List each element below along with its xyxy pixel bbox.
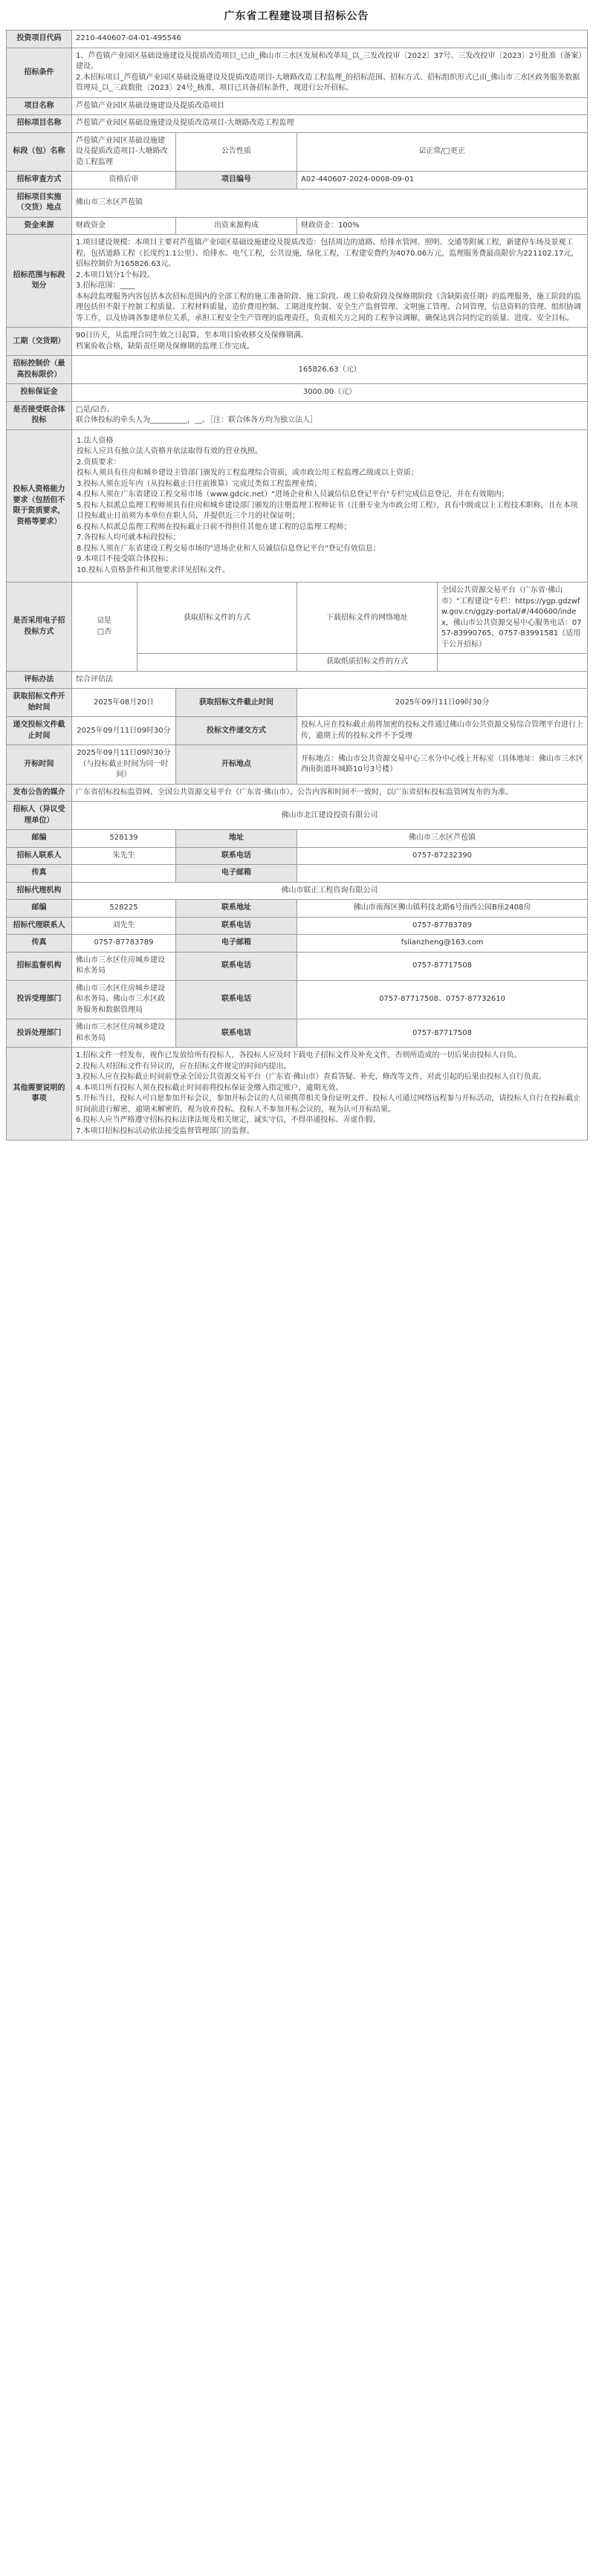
- row-submit: [7, 717, 588, 745]
- row-section: [7, 132, 588, 172]
- label-funding-detail: 出资来源构成: [176, 217, 297, 235]
- value-sale-start: 2025年08月20日: [72, 689, 176, 717]
- page-title: 广东省工程建设项目招标公告: [224, 10, 369, 22]
- row-sale-times: [7, 689, 588, 717]
- label-agency-address: 联系地址: [176, 900, 297, 918]
- value-scope: 1.项目建设规模：本项目主要对芦苞镇产业园区基础设施建设及提质改造：包括周边的道路、给排水管网、照明、交通等附属工程，新建停车场及景观工程，包括道路工程（长度约1.1公里）、给排水、电气工程，公共设施，绿化工程，工程建安费约为4070.06万元，监理服务费最高限价为221102.17元，招标控制价为165826.63元。 2.本项目划分1个标段。 3.招标范围：____ 本标段监理服务内容包括本次招标范围内的全部工程的施工准备阶段、施工阶段、竣工验收阶段及保修期阶段（含缺陷责任期）的监理服务，施工阶段的监理包括但不限于控制工程质量、工程材料质量，造价费用控制、工期进度控制、安全生产监督管理、文明施工管理、合同管理，信息资料的管理、组织协调等工作，以及协调各参建单位关系，承担工程安全生产管理的监理责任，负责相关方之间的工程争议调解，确保达到合同约定的质量、进度、安全目标。: [72, 235, 588, 328]
- row-agency: [7, 882, 588, 900]
- value-section-nature: ☑正常/□更正: [297, 132, 588, 172]
- row-other: [7, 1019, 588, 1048]
- label-project-code: 投资项目代码: [7, 30, 72, 48]
- value-supervisor-phone: 0757-87717508: [297, 952, 588, 980]
- row-notes: [7, 1048, 588, 1141]
- label-supervisor-phone: 联系电话: [176, 952, 297, 980]
- value-fax: [72, 865, 176, 883]
- value-notes: 1.招标文件一经发布，视作已发放给所有投标人，各投标人应及时下载电子招标文件及补充文件，否则所造成的一切后果由投标人自负。 2.投标人对招标文件有异议的，应在招标文件规定的时间内提出。 3.投标人应在投标截止时间前登录全国公共资源交易平台（广东省·佛山市）查看答疑、补充，修改等文件，对此引起的后果由投标人自行负责。 4.本项目所有投标人须在投标截止时间前将投标保证金缴入指定账户，逾期无效。 5.开标当日，投标人可自愿参加开标会议，参加开标会议的人员须携带相关身份证明文件。投标人可通过网络远程参与开标活动，请投标人自行在投标截止时间前进行解密，逾期未解密的，视为放弃投标。投标人不参加开标会议的，视为认可开标结果。 6.投标人应当严格遵守招标投标法律法规及相关规定，诚实守信，不得串通投标、弄虚作假。 7.本项目招标投标活动依法接受监督管理部门的监督。: [72, 1048, 588, 1141]
- label-postcode: 邮编: [7, 830, 72, 848]
- label-location: 招标项目实施（交货）地点: [7, 189, 72, 217]
- value-obtain-empty: [137, 654, 297, 672]
- label-submit-deadline: 递交投标文件截止时间: [7, 717, 72, 745]
- value-opening-time: 2025年09月11日09时30分（与投标截止时间为同一时间）: [72, 745, 176, 785]
- label-download-address: 下载招标文件的网络地址: [297, 583, 438, 654]
- value-funding: 财政资金: [72, 217, 176, 235]
- value-phone: 0757-87232390: [297, 847, 588, 865]
- label-complaint-phone: 联系电话: [176, 980, 297, 1019]
- value-agency-email[interactable]: fslianzheng@163.com: [297, 935, 588, 953]
- announcement-page: [0, 0, 593, 1152]
- label-evaluation: 评标办法: [7, 671, 72, 689]
- row-evaluation: [7, 671, 588, 689]
- value-agency-postcode: 528225: [72, 900, 176, 918]
- value-funding-detail: 财政资金：100%: [297, 217, 588, 235]
- row-project-name: [7, 97, 588, 115]
- row-tenderer-address: [7, 830, 588, 848]
- value-other: 佛山市三水区住房城乡建设和水务局: [72, 1019, 176, 1048]
- announcement-table: [6, 30, 588, 1141]
- label-electronic: 是否采用电子招投标方式: [7, 583, 72, 672]
- label-section-nature: 公告性质: [176, 132, 297, 172]
- value-period-cell: [72, 328, 588, 356]
- label-section: 标段（包）名称: [7, 132, 72, 172]
- label-agency-contact: 招标代理联系人: [7, 917, 72, 935]
- value-evaluation: 综合评估法: [72, 671, 588, 689]
- row-location: [7, 189, 588, 217]
- value-deposit: 3000.00（元）: [72, 384, 588, 402]
- label-contact-person: 招标人联系人: [7, 847, 72, 865]
- value-agency-fax: 0757-87783789: [72, 935, 176, 953]
- label-sale-start: 获取招标文件开始时间: [7, 689, 72, 717]
- label-approval: 招标审查方式: [7, 172, 72, 189]
- row-electronic: [7, 583, 588, 654]
- row-deposit: [7, 384, 588, 402]
- value-electronic-options: ☑是 □否: [72, 583, 137, 672]
- label-agency-fax: 传真: [7, 935, 72, 953]
- label-scope: 招标范围与标段划分: [7, 235, 72, 328]
- label-media: 发布公告的媒介: [7, 784, 72, 802]
- value-consortium-note: 联合体投标的牵头人为__________，__。［注：联合体各方均为独立法人］: [76, 416, 317, 425]
- value-email: [297, 865, 588, 883]
- label-tender-conditions: 招标条件: [7, 48, 72, 97]
- row-agency-contact: [7, 917, 588, 935]
- label-agency-phone: 联系电话: [176, 917, 297, 935]
- label-max-price: 招标控制价（最高投标限价）: [7, 356, 72, 384]
- row-agency-fax: [7, 935, 588, 953]
- label-tender-project-name: 招标项目名称: [7, 115, 72, 133]
- label-requirements: 投标人资格能力要求（包括但不限于资质要求，资格等要求）: [7, 429, 72, 583]
- label-address: 地址: [176, 830, 297, 848]
- value-requirements: 1.法人资格 投标人应具有独立法人资格并依法取得有效的营业执照。 2.资质要求： 投标人须具有住房和城乡建设主管部门颁发的工程监理综合资质，或市政公用工程监理乙级或以上资质； 3.投标人须在近年内（从投标截止日往前推算）完成过类似工程监理业绩； 4.投标人须在广东省建设工程交易市场（www.gdcic.net）"进场企业和人员诚信信息登记平台"专栏完成信息登记，并在有效期内； 5.投标人拟派总监理工程师须具有住房和城乡建设部门颁发的注册监理工程师证书（注册专业为市政公用工程），具有中级或以上工程技术职称，且在本项目投标截止日前须为本单位在职人员，并提供近三个月的社保证明； 6.投标人拟派总监理工程师在投标截止日前不得担任其他在建工程的总监理工程师； 7.各投标人均可就本标段投标； 8.投标人须在广东省建设工程交易市场的"进场企业和人员诚信信息登记平台"登记有效信息； 9.本项目不接受联合体投标； 10.投标人资格条件和其他要求详见招标文件。: [72, 429, 588, 583]
- value-complaint-phone: 0757-87717508、0757-87732610: [297, 980, 588, 1019]
- row-funding: [7, 217, 588, 235]
- value-other-phone: 0757-87717508: [297, 1019, 588, 1048]
- value-period-note: 档案验收合格，缺陷责任期及保修期的监理工作完成。: [76, 342, 254, 351]
- label-phone: 联系电话: [176, 847, 297, 865]
- label-opening-location: 开标地点: [176, 745, 297, 785]
- row-agency-address: [7, 900, 588, 918]
- value-section: 芦苞镇产业园区基础设施建设及提质改造项目-大塘路改造工程监理: [72, 132, 176, 172]
- value-agency-phone: 0757-87783789: [297, 917, 588, 935]
- label-deposit: 投标保证金: [7, 384, 72, 402]
- value-obtain-paper: [438, 654, 588, 672]
- label-funding: 资金来源: [7, 217, 72, 235]
- value-consortium-cell: [72, 401, 588, 429]
- label-notes: 其他需要说明的事项: [7, 1048, 72, 1141]
- label-agency-email: 电子邮箱: [176, 935, 297, 953]
- label-email: 电子邮箱: [176, 865, 297, 883]
- label-period: 工期（交货期）: [7, 328, 72, 356]
- row-consortium: [7, 401, 588, 429]
- value-submit-method: 投标人应在投标截止前将加密的投标文件通过佛山市公共资源交易综合管理平台进行上传，逾期上传的投标文件不予受理: [297, 717, 588, 745]
- value-agency: 佛山市联正工程咨询有限公司: [72, 882, 588, 900]
- value-tender-project-name: 芦苞镇产业园区基础设施建设及提质改造项目-大塘路改造工程监理: [72, 115, 588, 133]
- label-tenderer: 招标人（异议受理单位）: [7, 802, 72, 830]
- value-project-code: 2210-440607-04-01-495546: [72, 30, 588, 48]
- label-fax: 传真: [7, 865, 72, 883]
- value-supervisor: 佛山市三水区住房城乡建设和水务局: [72, 952, 176, 980]
- value-approval-type: 资格后审: [72, 172, 176, 189]
- row-tenderer-contact: [7, 847, 588, 865]
- value-postcode: 528139: [72, 830, 176, 848]
- label-opening-time: 开标时间: [7, 745, 72, 785]
- row-approval: [7, 172, 588, 189]
- value-location: 佛山市三水区芦苞镇: [72, 189, 588, 217]
- value-consortium: □是/☑否。: [76, 405, 114, 414]
- value-submit-deadline: 2025年09月11日09时30分: [72, 717, 176, 745]
- label-obtain-paper: 获取纸质招标文件的方式: [297, 654, 438, 672]
- value-agency-contact: 刘先生: [72, 917, 176, 935]
- label-consortium: 是否接受联合体投标: [7, 401, 72, 429]
- row-project-code: [7, 30, 588, 48]
- value-download-address[interactable]: 全国公共资源交易平台（广东省·佛山市）"工程建设"专栏：https://ygp.gdzwfw.gov.cn/ggzy-portal/#/440600/index，佛山市公共资源交易中心服务电话：0757-83990765，0757-83991581（适用于公开招标）: [438, 583, 588, 654]
- value-tender-conditions: 1、芦苞镇产业园区基础设施建设及提质改造项目_已由_佛山市三水区发展和改革局_以_三发改投审〔2022〕37号、三发改投审〔2023〕2号批准（备案）建设。 2.本招标项目_芦苞镇产业园区基础设施建设及提质改造项目-大塘路改造工程监理_的招标范围、招标方式、招标组织形式已由_佛山市三水区政务服务数据管理局_以_三政数批〔2023〕24号_核准，项目已具备招标条件，现进行公开招标。: [72, 48, 588, 97]
- label-other: 投诉处理部门: [7, 1019, 72, 1048]
- value-agency-address: 佛山市南海区狮山镇科技北路6号南西公园B座2408房: [297, 900, 588, 918]
- label-supervisor: 招标监督机构: [7, 952, 72, 980]
- value-max-price: 165826.63（元）: [72, 356, 588, 384]
- row-requirements: [7, 429, 588, 583]
- value-project-name: 芦苞镇产业园区基础设施建设及提质改造项目: [72, 97, 588, 115]
- label-project-number: 项目编号: [176, 172, 297, 189]
- row-tenderer-fax: [7, 865, 588, 883]
- value-contact-person: 朱先生: [72, 847, 176, 865]
- label-agency: 招标代理机构: [7, 882, 72, 900]
- row-complaint: [7, 980, 588, 1019]
- value-tenderer: 佛山市北江建设投资有限公司: [72, 802, 588, 830]
- value-sale-end: 2025年09月11日09时30分: [297, 689, 588, 717]
- label-sale-end: 获取招标文件截止时间: [176, 689, 297, 717]
- label-agency-postcode: 邮编: [7, 900, 72, 918]
- row-period: [7, 328, 588, 356]
- row-max-price: [7, 356, 588, 384]
- row-tenderer: [7, 802, 588, 830]
- row-tender-project-name: [7, 115, 588, 133]
- label-submit-method: 投标文件递交方式: [176, 717, 297, 745]
- row-scope: [7, 235, 588, 328]
- value-period: 90日历天，从监理合同生效之日起算，至本项目验收移交及保修期满。: [76, 331, 308, 340]
- value-opening-location: 开标地点：佛山市公共资源交易中心三水分中心线上开标室（具体地址：佛山市三水区西南街道环城路10号3号楼）: [297, 745, 588, 785]
- value-project-number: A02-440607-2024-0008-09-01: [297, 172, 588, 189]
- value-address: 佛山市三水区芦苞镇: [297, 830, 588, 848]
- label-project-name: 项目名称: [7, 97, 72, 115]
- row-tender-conditions: [7, 48, 588, 97]
- row-supervisor: [7, 952, 588, 980]
- label-complaint: 投诉受理部门: [7, 980, 72, 1019]
- row-opening: [7, 745, 588, 785]
- value-media: 广东省招标投标监管网、全国公共资源交易平台（广东省·佛山市）。公告内容和时间不一致时，以广东省招标投标监管网发布的为准。: [72, 784, 588, 802]
- label-other-phone: 联系电话: [176, 1019, 297, 1048]
- value-complaint: 佛山市三水区住房城乡建设和水务局、佛山市三水区政务服务和数据管理局: [72, 980, 176, 1019]
- row-media: [7, 784, 588, 802]
- label-obtain-method: 获取招标文件的方式: [137, 583, 297, 654]
